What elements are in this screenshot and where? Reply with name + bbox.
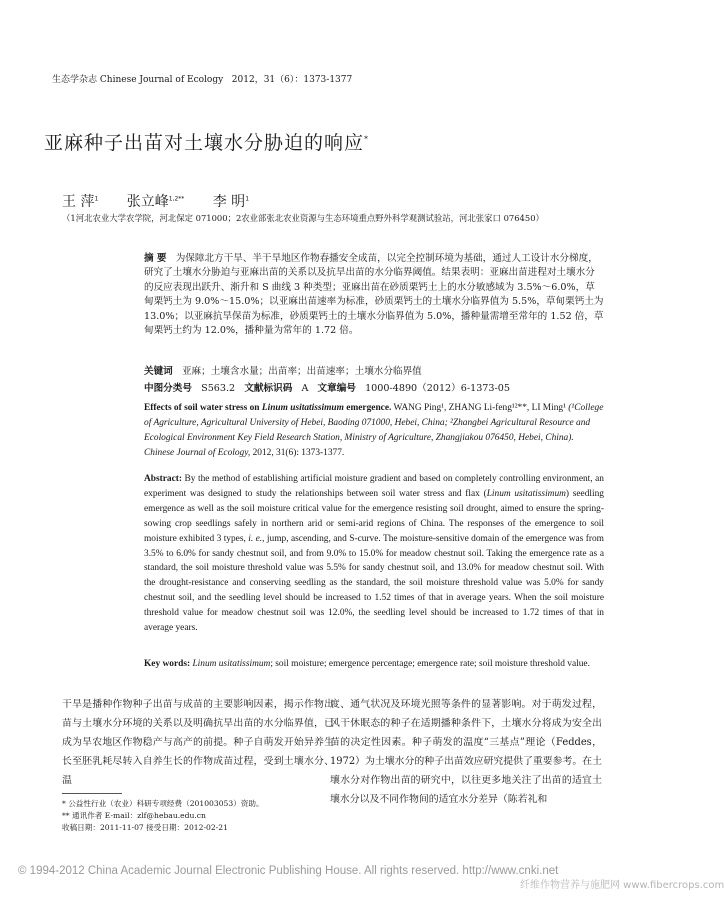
author-sup: 1: [245, 195, 250, 203]
english-authors: WANG Ping¹, ZHANG Li-feng¹²**, LI Ming¹: [393, 403, 566, 413]
english-title-species: Linum usitatissimum: [261, 403, 344, 413]
copyright-line: © 1994-2012 China Academic Journal Electronic Publishing House. All rights reserved. http://www.cnki.net: [18, 865, 559, 877]
abstract-cn-label: 摘 要: [144, 253, 167, 264]
english-keywords: [144, 657, 604, 672]
english-cite: 2012, 31(6): 1373-1377.: [250, 447, 345, 458]
english-affiliation-2: ²Zhangbei Agricultural Resource and Ecological Environment Key Field Research Station, Ministry of Agriculture, Zhangjiakou 076450, Hebei, China).: [144, 417, 591, 443]
author-list: [62, 191, 249, 211]
english-header: [144, 401, 604, 461]
classification-line: [144, 382, 604, 396]
doc-code: A: [301, 383, 309, 394]
article-no: 1000-4890（2012）6-1373-05: [365, 383, 510, 394]
author-name: 王 萍: [62, 194, 95, 210]
english-title-pre: Effects of soil water stress on: [144, 403, 262, 413]
footnote-rule: [62, 793, 122, 794]
keywords-cn-label: 关键词: [144, 366, 173, 377]
abstract-cn-text: 为保障北方干旱、半干旱地区作物春播安全成苗，以完全控制环境为基础，通过人工设计水分梯度，研究了土壤水分胁迫与亚麻出苗的关系以及抗旱出苗的水分临界阈值。结果表明：亚麻出苗进程对土壤水分的反应表现出跃升、渐升和 S 曲线 3 种类型；亚麻出苗在砂质栗钙土上的水分敏感域为 3.5%～6.0%，草甸栗钙土为 9.0%～15.0%；以亚麻出苗速率为标准，砂质栗钙土的土壤水分临界值为 5.5%，草甸栗钙土为 13.0%；以亚麻抗旱保苗为标准，砂质栗钙土的土壤水分临界值为 5.0%，播种量需增至常年的 1.52 倍，草甸栗钙土约为 12.0%，播种量为常年的 1.72 倍。: [144, 253, 604, 337]
body-column-right: 度、通气状况及环境光照等条件的显著影响。对于萌发过程，风干休眠态的种子在适期播种条件下，土壤水分将成为安全出苗的决定性因素。种子萌发的温度“三基点”理论（Feddes，1972）为土壤水分的种子出苗效应研究提供了重要参考。在土壤水分对作物出苗的研究中，以往更多地关注了出苗的适宜土壤水分以及不同作物间的适宜水分差异（陈若礼和: [330, 699, 603, 805]
footnote-fund: * 公益性行业（农业）科研专项经费（201003053）资助。: [62, 799, 264, 808]
author-name: 张立峰: [126, 194, 169, 210]
title-footnote-mark: *: [364, 134, 370, 144]
clc-label: 中图分类号: [144, 383, 192, 394]
footnote-dates: 收稿日期：2011-11-07 接受日期：2012-02-21: [62, 823, 228, 832]
doc-code-label: 文献标识码: [244, 383, 293, 394]
english-abstract: [144, 472, 604, 636]
abstract-en-part-1: By the method of establishing artificial moisture gradient and based on completely controlling environment, an experiment was designed to study the relationships between soil water stress and flax (: [144, 474, 604, 499]
keywords-en-label: Key words:: [144, 659, 191, 669]
site-watermark: 纤维作物营养与施肥网 www.fibercrops.com: [520, 880, 724, 891]
author-sup: 1,2**: [168, 195, 185, 203]
journal-name-cn: 生态学杂志: [52, 75, 98, 85]
abstract-cn: [144, 252, 604, 338]
keywords-en-rest: ; soil moisture; emergence percentage; emergence rate; soil moisture threshold value.: [270, 659, 590, 669]
article-no-label: 文章编号: [317, 383, 356, 394]
english-affiliation-1: (¹College of Agriculture, Agricultural University of Hebei, Baoding 071000, Hebei, China;: [144, 403, 604, 428]
paper-title: [44, 128, 369, 155]
body-column-left: 干旱是播种作物种子出苗与成苗的主要影响因素，揭示作物出苗与土壤水分环境的关系以及明确抗旱出苗的水分临界值，已成为旱农地区作物稳产与高产的前提。种子自萌发开始异养生长至胚乳耗尽转入自养生长的作物成苗过程，受到土壤水分、温: [62, 699, 334, 786]
abstract-en-species: Linum usitatissimum: [486, 488, 566, 499]
footnote-corresponding: ** 通讯作者 E-mail：zlf@hebau.edu.cn: [62, 811, 206, 820]
journal-name-en: Chinese Journal of Ecology: [99, 75, 224, 85]
keywords-cn: [144, 365, 604, 379]
author-sup: 1: [94, 195, 99, 203]
keywords-en-species: Linum usitatissimum: [190, 659, 271, 669]
keywords-cn-text: 亚麻；土壤含水量；出苗率；出苗速率；土壤水分临界值: [181, 366, 422, 377]
journal-header: [52, 72, 352, 85]
author-name: 李 明: [212, 194, 246, 210]
affiliation: （1河北农业大学农学院，河北保定 071000；2农业部张北农业资源与生态环境重点野外科学观测试验站，河北张家口 076450）: [62, 213, 544, 223]
abstract-en-part-2: ) seedling emergence as well as the soil moisture critical value for the emergence resisting soil drought, aimed to ensure the spring-sowing crop seedlings safely in northern arid or semi-arid regions of China. The responses of the emergence to soil moisture exhibited 3 types,: [144, 488, 604, 544]
journal-citation: 2012，31（6）：1373-1377: [231, 75, 353, 85]
clc-code: S563.2: [201, 383, 236, 394]
abstract-en-label: Abstract:: [144, 474, 183, 484]
english-journal: Chinese Journal of Ecology,: [144, 447, 251, 458]
english-title-post: emergence.: [343, 403, 392, 413]
english-title: [144, 403, 391, 413]
abstract-en-part-3: , jump, ascending, and S-curve. The moisture-sensitive domain of the emergence was from 3.5% to 6.0% for sandy chestnut soil, and from 9.0% to 15.0% for meadow chestnut soil. Taking the emergence rate as a standard, the soil moisture threshold value was 5.5% for sandy chestnut soil, and 13.0% for meadow chestnut soil. With the drought-resistance and conserving seedling as the standard, the soil moisture threshold value was 5.0% for sandy chestnut soil, and the seedling level should be increased to 1.52 times of that in average years. When the soil moisture threshold value for meadow chestnut soil was 12.0%, the seedling level should be increased to 1.72 times of that in average years.: [144, 533, 604, 634]
paper-title-text: 亚麻种子出苗对土壤水分胁迫的响应: [44, 132, 365, 154]
abstract-en-ie: i. e.: [248, 533, 263, 544]
